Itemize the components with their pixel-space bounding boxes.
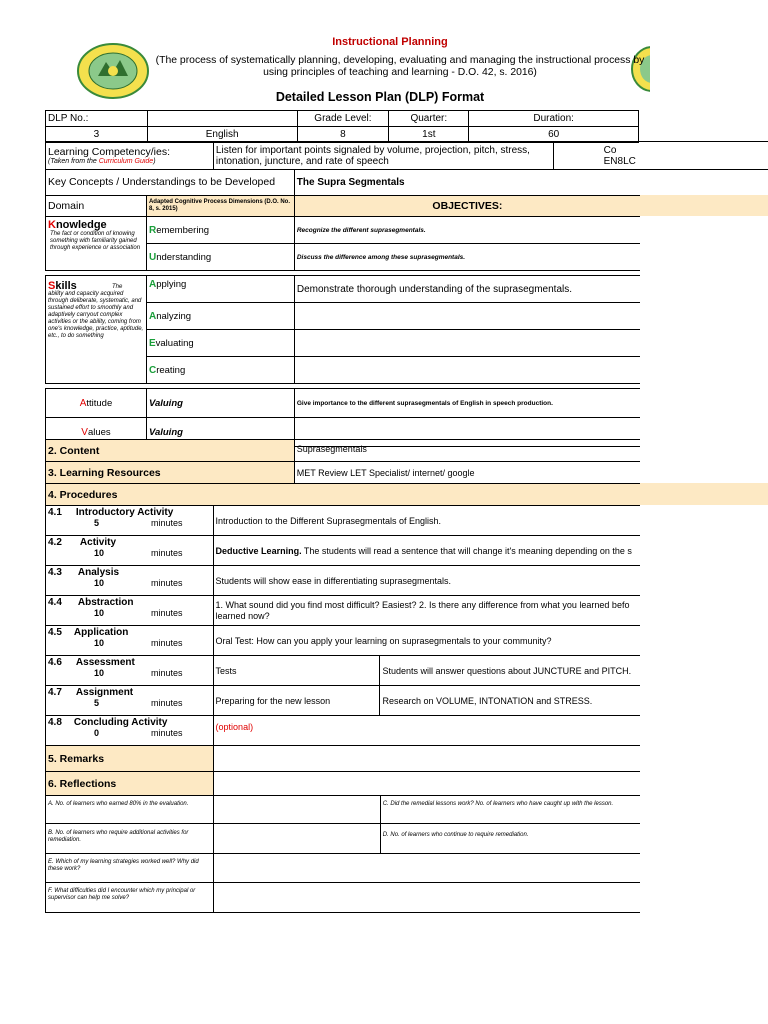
procedures-label: 4. Procedures xyxy=(46,484,641,506)
understanding-rest: nderstanding xyxy=(156,251,212,263)
step-minutes xyxy=(48,728,211,738)
step-minutes xyxy=(48,608,211,618)
step-num: 4.3 xyxy=(48,567,62,578)
step-header xyxy=(48,537,211,548)
skills-cell xyxy=(46,276,147,384)
minutes-label: minutes xyxy=(151,518,183,528)
analyzing-initial: A xyxy=(148,310,157,322)
domain-table xyxy=(45,195,640,447)
step-minutes xyxy=(48,548,211,558)
minutes-label: minutes xyxy=(151,608,183,618)
applying-rest: pplying xyxy=(156,279,187,290)
reflection-item-d: D. No. of learners who continue to require remediation. xyxy=(380,824,640,854)
source-prefix: (Taken from the xyxy=(48,158,99,165)
minutes-value: 10 xyxy=(94,668,105,678)
step-cell xyxy=(46,686,214,716)
competency-text: Listen for important points signaled by volume, projection, pitch, stress, intonation, juncture, and rate of speech xyxy=(213,142,553,170)
step-header xyxy=(48,597,211,608)
minutes-label: minutes xyxy=(151,638,183,648)
step-header xyxy=(48,687,211,698)
procedures-table xyxy=(45,505,640,746)
code-label: Co xyxy=(603,144,617,156)
minutes-value: 10 xyxy=(94,548,105,558)
step-cell xyxy=(46,626,214,656)
reflections-label: 6. Reflections xyxy=(46,772,214,796)
minutes-label: minutes xyxy=(151,668,183,678)
step-text xyxy=(213,536,640,566)
creating-initial: C xyxy=(148,364,157,376)
step-num: 4.2 xyxy=(48,537,62,548)
competency-label: Learning Competency/ies: xyxy=(48,146,170,158)
step-minutes xyxy=(48,668,211,678)
duration-label: Duration: xyxy=(469,111,639,127)
procedure-row xyxy=(46,566,641,596)
step-text-rest: The students will read a sentence that will change it's meaning depending on the s xyxy=(301,545,632,556)
minutes-label: minutes xyxy=(151,578,183,588)
creating-rest: reating xyxy=(156,364,186,376)
reflection-item-f: F. What difficulties did I encounter which my principal or supervisor can help me solve? xyxy=(46,883,214,913)
concepts-text: The Supra Segmentals xyxy=(294,170,640,196)
step-title: Assignment xyxy=(75,687,134,698)
remembering-objective: Recognize the different suprasegmentals. xyxy=(294,217,640,244)
minutes-value: 5 xyxy=(94,518,100,528)
attitude-cell xyxy=(46,389,147,418)
step-minutes xyxy=(48,698,211,708)
description-line-1: (The process of systematically planning, developing, evaluating and managing the instructional process by xyxy=(155,55,645,66)
content-table xyxy=(45,439,640,506)
minutes-label: minutes xyxy=(151,548,183,558)
analyzing-objective xyxy=(294,303,640,330)
concepts-label-text: Key Concepts / Understandings to be Developed xyxy=(48,176,276,188)
step-text xyxy=(213,596,640,626)
reflection-value-f xyxy=(213,883,640,913)
evaluating-initial: E xyxy=(148,337,156,349)
step-num: 4.6 xyxy=(48,657,62,668)
minutes-value: 10 xyxy=(94,578,105,588)
remarks-label: 5. Remarks xyxy=(46,746,214,772)
skills-rest: kills xyxy=(55,280,77,292)
step-text: Oral Test: How can you apply your learning on suprasegmentals to your community? xyxy=(213,626,640,656)
minutes-label: minutes xyxy=(151,698,183,708)
skills-initial: S xyxy=(48,280,56,292)
attitude-initial: A xyxy=(79,397,87,409)
minutes-value: 5 xyxy=(94,698,100,708)
skills-desc: ability and capacity acquired through deliberate, systematic, and sustained effort to smoothly and adaptively carryout complex activities or the ability, coming from one's knowledge, practice, aptitude, etc., to do something xyxy=(48,291,144,339)
quarter-value: 1st xyxy=(389,127,469,143)
knowledge-cell xyxy=(46,217,147,271)
objectives-row-ext xyxy=(640,195,768,216)
procedure-row xyxy=(46,536,641,566)
remembering-rest: emembering xyxy=(156,224,210,236)
procedure-row xyxy=(46,656,641,686)
creating-objective xyxy=(294,357,640,384)
step-title: Concluding Activity xyxy=(73,717,168,728)
step-cell xyxy=(46,566,214,596)
remembering-cell xyxy=(146,217,294,244)
step-num: 4.8 xyxy=(48,717,62,728)
reflection-item-e: E. Which of my learning strategies worked well? Why did these work? xyxy=(46,854,214,883)
attitude-dimension: Valuing xyxy=(146,389,294,418)
reflection-value-a xyxy=(213,796,380,824)
understanding-cell xyxy=(146,244,294,271)
step-header xyxy=(48,567,211,578)
remarks-table xyxy=(45,745,640,913)
skills-desc-lead: The xyxy=(112,284,123,290)
dimensions-label: Adapted Cognitive Process Dimensions (D.O. No. 8, s. 2015) xyxy=(146,196,294,217)
blank-cell xyxy=(147,111,297,127)
step-header xyxy=(48,627,211,638)
step-num: 4.1 xyxy=(48,507,62,518)
step-title: Application xyxy=(73,627,129,638)
step-text: Preparing for the new lesson xyxy=(213,686,380,716)
minutes-label: minutes xyxy=(151,728,183,738)
step-header xyxy=(48,717,211,728)
step-text: Tests xyxy=(213,656,380,686)
reflection-value-b xyxy=(213,824,380,854)
duration-value: 60 xyxy=(469,127,639,143)
competency-table xyxy=(45,141,768,170)
attitude-objective: Give importance to the different suprasegmentals of English in speech production. xyxy=(294,389,640,418)
reflection-value-e xyxy=(213,854,640,883)
analyzing-cell xyxy=(146,303,294,330)
description-line-2: using principles of teaching and learning - D.O. 42, s. 2016) xyxy=(263,67,537,78)
step-cell xyxy=(46,506,214,536)
step-text-right: Research on VOLUME, INTONATION and STRESS. xyxy=(380,686,640,716)
understanding-objective: Discuss the difference among these suprasegmentals. xyxy=(294,244,640,271)
values-initial: V xyxy=(81,426,88,438)
step-title: Analysis xyxy=(77,567,120,578)
step-bold-prefix: Deductive Learning. xyxy=(215,545,302,556)
grade-label: Grade Level: xyxy=(297,111,389,127)
attitude-rest: ttitude xyxy=(86,397,113,409)
evaluating-rest: valuating xyxy=(155,337,194,349)
minutes-value: 10 xyxy=(94,608,105,618)
step-text-right: Students will answer questions about JUNCTURE and PITCH. xyxy=(380,656,640,686)
minutes-value: 10 xyxy=(94,638,105,648)
step-text-line-2: learned now? xyxy=(215,610,270,621)
evaluating-cell xyxy=(146,330,294,357)
values-dimension: Valuing xyxy=(146,418,294,447)
step-title: Activity xyxy=(79,537,117,548)
resources-text: MET Review LET Specialist/ internet/ google xyxy=(294,462,640,484)
concepts-label xyxy=(46,170,295,196)
remarks-value xyxy=(213,746,640,772)
content-label: 2. Content xyxy=(46,440,295,462)
step-title: Introductory Activity xyxy=(75,507,174,518)
creating-cell xyxy=(146,357,294,384)
form-title: Detailed Lesson Plan (DLP) Format xyxy=(275,90,485,104)
page-title: Instructional Planning xyxy=(332,36,448,48)
step-minutes xyxy=(48,638,211,648)
procedure-row xyxy=(46,626,641,656)
minutes-value: 0 xyxy=(94,728,100,738)
code-value: EN8LC xyxy=(603,155,636,167)
procedure-row xyxy=(46,506,641,536)
values-rest: alues xyxy=(87,426,111,438)
procedure-row xyxy=(46,596,641,626)
source-suffix: ) xyxy=(153,158,156,165)
page-description xyxy=(150,55,650,79)
step-text: Students will show ease in differentiating suprasegmentals. xyxy=(213,566,640,596)
competency-label-cell xyxy=(46,142,214,170)
analyzing-rest: nalyzing xyxy=(156,310,192,322)
step-header xyxy=(48,507,211,518)
info-table xyxy=(45,110,639,143)
grade-value: 8 xyxy=(297,127,389,143)
step-text: (optional) xyxy=(213,716,640,746)
step-title: Assessment xyxy=(75,657,135,668)
step-num: 4.7 xyxy=(48,687,62,698)
applying-initial: A xyxy=(148,279,157,290)
objectives-label: OBJECTIVES: xyxy=(294,196,640,217)
reflection-item-a: A. No. of learners who earned 80% in the evaluation. xyxy=(46,796,214,824)
step-title: Abstraction xyxy=(77,597,134,608)
step-minutes xyxy=(48,518,211,528)
step-cell xyxy=(46,596,214,626)
step-num: 4.5 xyxy=(48,627,62,638)
knowledge-desc: The fact or condition of knowing something with familiarity gained through experience or association xyxy=(50,231,141,251)
knowledge-heading xyxy=(48,219,144,231)
reflection-item-b: B. No. of learners who require additional activities for remediation. xyxy=(46,824,214,854)
step-header xyxy=(48,657,211,668)
step-text: Introduction to the Different Suprasegmentals of English. xyxy=(213,506,640,536)
step-text-line-1: 1. What sound did you find most difficult? Easiest? 2. Is there any difference from what you learned befo xyxy=(215,599,630,610)
evaluating-objective xyxy=(294,330,640,357)
knowledge-rest: nowledge xyxy=(55,219,107,231)
subject-value: English xyxy=(147,127,297,143)
competency-source xyxy=(48,158,211,165)
knowledge-initial: K xyxy=(48,219,56,231)
procedure-row xyxy=(46,686,641,716)
curriculum-guide-link[interactable]: Curriculum Guide xyxy=(98,158,154,165)
step-num: 4.4 xyxy=(48,597,62,608)
applying-cell xyxy=(146,276,294,303)
dlp-no-label: DLP No.: xyxy=(46,111,148,127)
step-minutes xyxy=(48,578,211,588)
domain-label: Domain xyxy=(46,196,147,217)
resources-label: 3. Learning Resources xyxy=(46,462,295,484)
content-text: Suprasegmentals xyxy=(294,440,640,462)
step-cell xyxy=(46,656,214,686)
competency-code-cell xyxy=(553,142,768,170)
reflection-item-c: C. Did the remedial lessons work? No. of learners who have caught up with the lesson. xyxy=(380,796,640,824)
procedures-row-ext xyxy=(640,483,768,505)
dlp-no-value: 3 xyxy=(46,127,148,143)
remembering-initial: R xyxy=(148,224,157,236)
applying-objective: Demonstrate thorough understanding of the suprasegmentals. xyxy=(294,276,640,303)
understanding-initial: U xyxy=(148,251,157,263)
quarter-label: Quarter: xyxy=(389,111,469,127)
step-cell xyxy=(46,536,214,566)
step-cell xyxy=(46,716,214,746)
procedure-row xyxy=(46,716,641,746)
reflections-value xyxy=(213,772,640,796)
main-table xyxy=(45,169,640,196)
